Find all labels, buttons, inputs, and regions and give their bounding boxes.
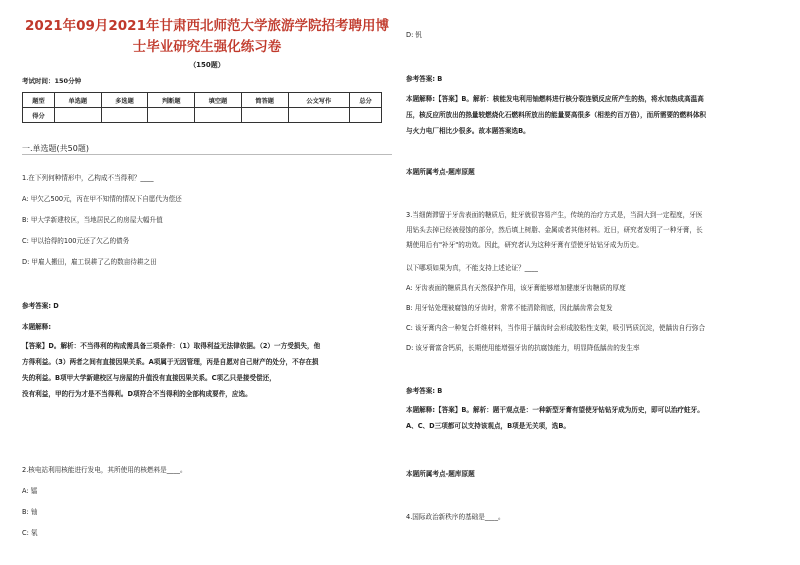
q1-option-c[interactable]: C: 甲以拾得的100元还了欠乙的债务	[22, 237, 130, 245]
score-cell[interactable]	[195, 108, 242, 123]
analysis-line: A、C、D三项都可以支持该观点，B项是无关项，选B。	[406, 422, 570, 430]
score-cell[interactable]	[241, 108, 288, 123]
exam-time: 考试时间：150分钟	[22, 77, 82, 85]
header-cell: 简答题	[241, 93, 288, 108]
q2-option-c[interactable]: C: 氡	[22, 529, 38, 537]
q2-point: 本题所属考点-题库原题	[406, 168, 475, 176]
q3-point: 本题所属考点-题库原题	[406, 470, 475, 478]
section-divider	[22, 154, 392, 155]
score-cell[interactable]	[288, 108, 350, 123]
q2-option-b[interactable]: B: 铀	[22, 508, 38, 516]
score-cell[interactable]	[148, 108, 195, 123]
q4-stem: 4.国际政治新秩序的基础是____。	[406, 513, 505, 521]
title-line-1: 2021年09月2021年甘肃西北师范大学旅游学院招考聘用博	[25, 18, 389, 34]
q2-option-a[interactable]: A: 镭	[22, 487, 38, 495]
q2-analysis	[406, 91, 782, 139]
q1-analysis-label: 本题解释:	[22, 323, 52, 331]
q3-stem	[406, 208, 782, 253]
q3-option-c[interactable]: C: 该牙膏内含一种复合纤维材料，当作用于龋齿时会形成胶粘性支架，吸引钙质沉淀，使龋齿自行弥合	[406, 324, 706, 332]
score-cell[interactable]	[54, 108, 101, 123]
analysis-line: 与火力电厂相比少很多。故本题答案选B。	[406, 127, 530, 135]
q1-analysis	[22, 338, 394, 402]
q2-stem: 2.核电站利用核能进行发电，其所使用的核燃料是____。	[22, 466, 187, 474]
score-table-score-row	[23, 108, 382, 123]
q3-option-a[interactable]: A: 牙齿表面的糖质具有天然保护作用，该牙膏能够增加健康牙齿糖质的厚度	[406, 284, 626, 292]
q1-answer: 参考答案: D	[22, 302, 59, 310]
analysis-line: 没有利益，甲的行为才是不当得利。D项符合不当得利的全部构成要件，应选。	[22, 390, 252, 398]
question-count: （150题）	[189, 61, 225, 69]
q1-option-b[interactable]: B: 甲大学新建校区，当地居民乙的房屋大幅升值	[22, 216, 163, 224]
header-cell: 公文写作	[288, 93, 350, 108]
score-table-header-row	[23, 93, 382, 108]
q1-option-d[interactable]: D: 甲雇人搬田，雇工误耕了乙的数亩待耕之田	[22, 258, 157, 266]
q3-stem-line: 用钻头去掉已经被侵蚀的部分，然后填上树脂、金属或者其他材料。近日，研究者发明了一种牙膏，长	[406, 226, 703, 234]
title-line-2: 士毕业研究生强化练习卷	[132, 39, 282, 55]
q2-option-d[interactable]: D: 钒	[406, 31, 422, 39]
q1-stem: 1.在下列何种情形中，乙构成不当得利？____	[22, 174, 154, 182]
q3-option-d[interactable]: D: 该牙膏富含钙质，长期使用能增强牙齿的抗腐蚀能力，明显降低龋齿的发生率	[406, 344, 640, 352]
q3-stem-line: 3.当细菌滞留于牙齿表面的糖质后，蛀牙就很容易产生，传统的治疗方式是，当洞大到一定程度，牙医	[406, 211, 703, 219]
header-cell: 多选题	[101, 93, 148, 108]
score-table	[22, 92, 382, 123]
header-cell: 填空题	[195, 93, 242, 108]
q3-question: 以下哪项如果为真，不能支持上述论证？____	[406, 264, 538, 272]
row-label-cell: 得分	[23, 108, 55, 123]
q2-answer: 参考答案: B	[406, 75, 443, 83]
header-cell: 题型	[23, 93, 55, 108]
score-cell[interactable]	[350, 108, 382, 123]
analysis-line: 本题解释:【答案】B。解析：核能发电利用铀燃料进行核分裂连锁反应所产生的热，将水加热成高温高	[406, 95, 704, 103]
header-cell: 总分	[350, 93, 382, 108]
q3-answer: 参考答案: B	[406, 387, 443, 395]
analysis-line: 压，核反应所放出的热量较燃烧化石燃料所放出的能量要高很多（相差约百万倍），而所需要的燃料体积	[406, 111, 707, 119]
left-column	[22, 16, 392, 155]
section-title: 一.单选题(共50题)	[22, 144, 89, 153]
analysis-line: 失的利益。B项甲大学新建校区与房屋的升值没有直接因果关系。C项乙只是接受偿还，	[22, 374, 276, 382]
analysis-line: 【答案】D。解析：不当得利的构成需具备三项条件：（1）取得利益无法律依据。（2）一方受损失，他	[22, 342, 321, 350]
page-title	[22, 16, 392, 58]
q3-option-b[interactable]: B: 用牙钻处理被腐蚀的牙齿时，常常不能清除彻底，因此龋齿常会复发	[406, 304, 613, 312]
header-cell: 单选题	[54, 93, 101, 108]
analysis-line: 方得利益。（3）两者之间有直接因果关系。A项属于无因管理，丙是自愿对自己财产的处分，不存在损	[22, 358, 319, 366]
score-cell[interactable]	[101, 108, 148, 123]
q1-option-a[interactable]: A: 甲欠乙500元，丙在甲不知情的情况下自愿代为偿还	[22, 195, 182, 203]
header-cell: 判断题	[148, 93, 195, 108]
q3-stem-line: 期使用后有"补牙"的功效。因此，研究者认为这种牙膏有望使牙钻钻牙成为历史。	[406, 241, 643, 249]
analysis-line: 本题解释:【答案】B。解析：题干观点是：一种新型牙膏有望使牙钻钻牙成为历史，即可以治疗蛀牙。	[406, 406, 704, 414]
q3-analysis	[406, 402, 782, 434]
